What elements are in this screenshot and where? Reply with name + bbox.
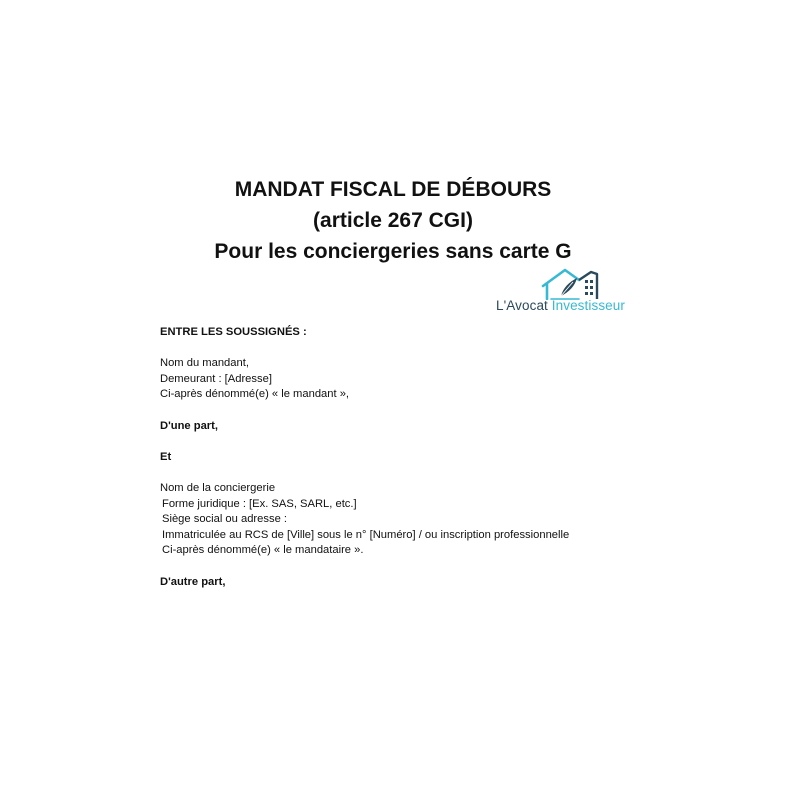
document-title (0, 174, 786, 267)
mandataire-name: Nom de la conciergerie (160, 481, 276, 494)
document-body (160, 325, 760, 590)
logo-wordmark (496, 298, 646, 314)
spacer (160, 434, 760, 450)
title-line-3: Pour les conciergeries sans carte G (214, 240, 572, 263)
first-part-label: D'une part, (160, 419, 218, 432)
brand-logo (496, 266, 646, 316)
house-feather-icon (539, 266, 601, 300)
spacer (160, 403, 760, 419)
mandataire-legal-form: Forme juridique : [Ex. SAS, SARL, etc.] (162, 497, 357, 510)
other-part-label: D'autre part, (160, 575, 226, 588)
mandant-address: Demeurant : [Adresse] (160, 372, 272, 385)
logo-text-light: Investisseur (551, 298, 625, 313)
spacer (160, 341, 760, 357)
mandataire-designation: Ci-après dénommé(e) « le mandataire ». (162, 544, 364, 557)
mandant-designation: Ci-après dénommé(e) « le mandant », (160, 388, 350, 401)
mandataire-registration: Immatriculée au RCS de [Ville] sous le n° [Numéro] / ou inscription professionnelle (162, 528, 570, 541)
logo-text-dark: L'Avocat (496, 298, 552, 313)
spacer (160, 559, 760, 575)
mandant-name: Nom du mandant, (160, 357, 249, 370)
title-line-2: (article 267 CGI) (313, 209, 473, 232)
and-label: Et (160, 450, 172, 463)
mandataire-seat: Siège social ou adresse : (162, 513, 288, 526)
parties-heading: ENTRE LES SOUSSIGNÉS : (160, 326, 307, 338)
spacer (160, 465, 760, 481)
title-line-1: MANDAT FISCAL DE DÉBOURS (234, 178, 552, 201)
